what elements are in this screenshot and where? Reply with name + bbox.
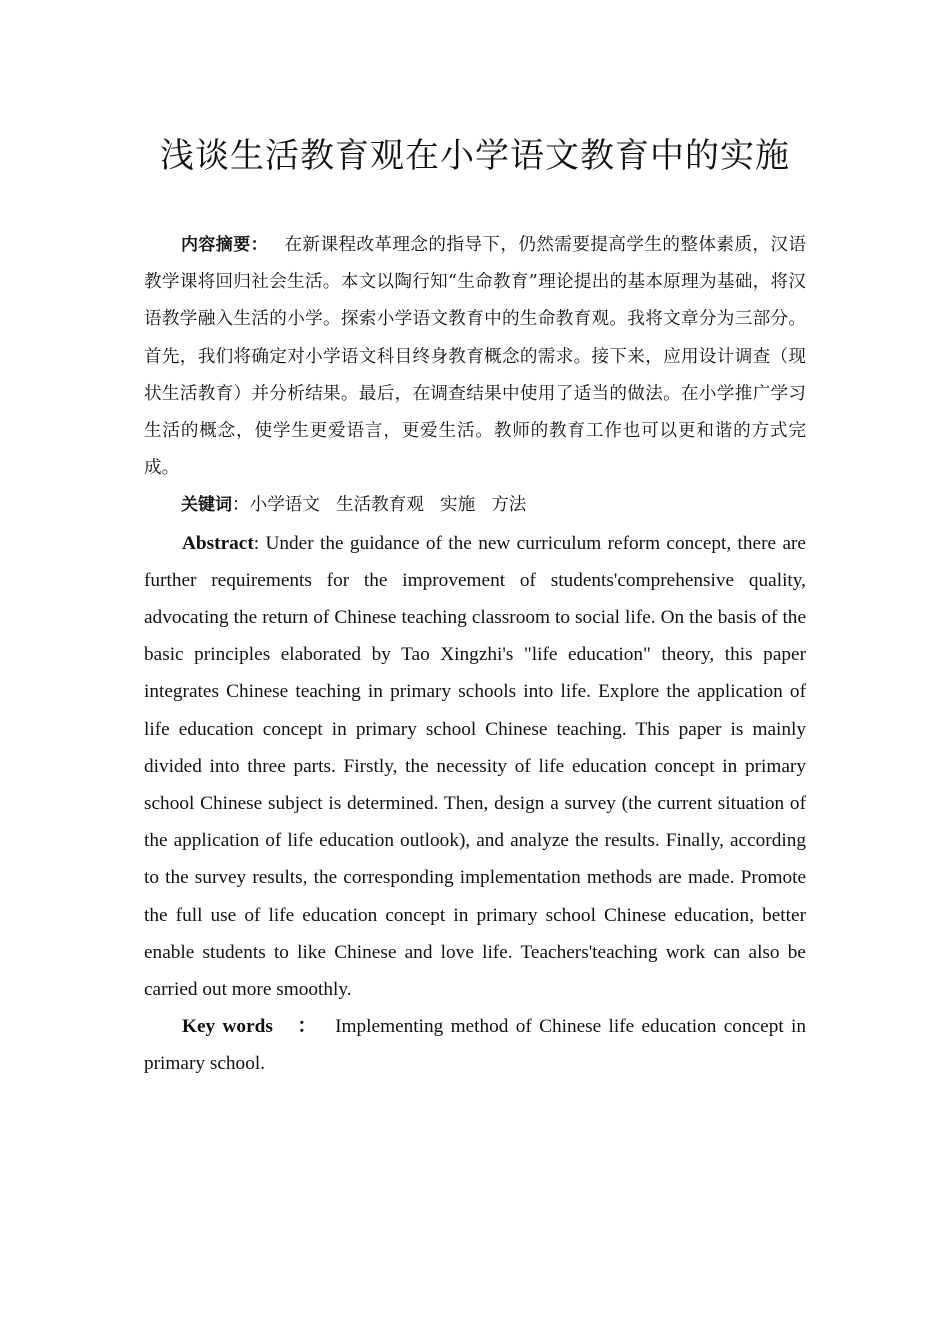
keywords-en-colon: ： <box>294 1016 320 1038</box>
keywords-en-label: Key words <box>182 1016 273 1038</box>
abstract-cn-paragraph <box>144 227 806 487</box>
abstract-en-paragraph <box>144 525 806 1009</box>
abstract-en-label: Abstract <box>182 532 254 554</box>
keywords-cn-label: 关键词 <box>181 495 232 516</box>
keywords-en-paragraph <box>144 1008 806 1082</box>
keyword-cn-item: 小学语文 <box>249 495 320 516</box>
keyword-cn-item: 生活教育观 <box>336 495 424 516</box>
keyword-cn-item: 方法 <box>491 495 527 516</box>
abstract-en-text: : Under the guidance of the new curriculum reform concept, there are further requirements for the improvement of students'comprehensive quality, advocating the return of Chinese teaching classroom to social life. On the basis of the basic principles elaborated by Tao Xingzhi's "life education" theory, this paper integrates Chinese teaching in primary schools into life. Explore the application of life education concept in primary school Chinese teaching. This paper is mainly divided into three parts. Firstly, the necessity of life education concept in primary school Chinese subject is determined. Then, design a survey (the current situation of the application of life education outlook), and analyze the results. Finally, according to the survey results, the corresponding implementation methods are made. Promote the full use of life education concept in primary school Chinese education, better enable students to like Chinese and love life. Teachers'teaching work can also be carried out more smoothly. <box>144 532 806 1001</box>
keyword-cn-item: 实施 <box>439 495 476 516</box>
keywords-en-text: Implementing method of Chinese life education concept in primary school. <box>144 1016 807 1075</box>
keywords-cn-colon: ： <box>232 495 250 516</box>
document-title: 浅谈生活教育观在小学语文教育中的实施 <box>160 136 790 176</box>
abstract-cn-label: 内容摘要： <box>181 235 269 255</box>
document-body <box>144 227 806 1083</box>
keywords-cn-line <box>144 487 806 524</box>
abstract-cn-text: 在新课程改革理念的指导下，仍然需要提高学生的整体素质，汉语教学课将回归社会生活。本文以陶行知“生命教育”理论提出的基本原理为基础，将汉语教学融入生活的小学。探索小学语文教育中的生命教育观。我将文章分为三部分。首先，我们将确定对小学语文科目终身教育概念的需求。接下来，应用设计调查（现状生活教育）并分析结果。最后，在调查结果中使用了适当的做法。在小学推广学习生活的概念，使学生更爱语言，更爱生活。教师的教育工作也可以更和谐的方式完成。 <box>144 235 806 479</box>
